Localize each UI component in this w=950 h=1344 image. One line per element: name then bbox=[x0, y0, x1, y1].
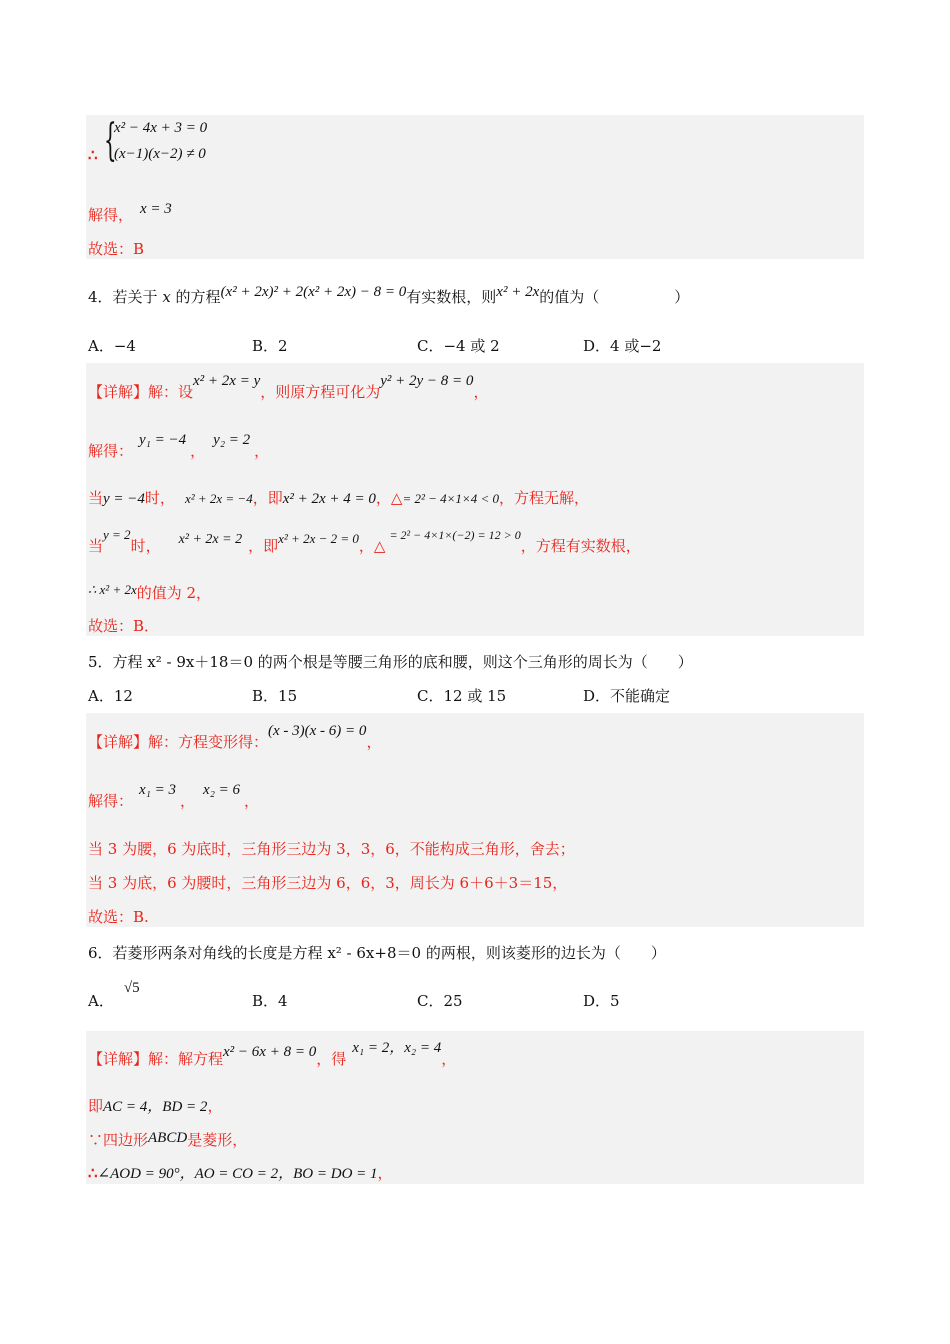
q5-detail-line-4: 当 3 为底，6 为腰时，三角形三边为 6，6，3，周长为 6＋6＋3＝15， bbox=[88, 874, 568, 892]
q6-comma: ， bbox=[207, 1097, 223, 1115]
q4-expr: x² + 2x bbox=[496, 284, 540, 300]
q4-case-1-y: y = −4 bbox=[103, 491, 145, 507]
q5-stem: 5．方程 x² - 9x＋18＝0 的两个根是等腰三角形的底和腰，则这个三角形的周长为（ ） bbox=[88, 653, 693, 671]
q5-solve-label: 解得： bbox=[88, 792, 134, 810]
q4-option-c: C．−4 或 2 bbox=[417, 337, 500, 355]
q4-equation: (x² + 2x)² + 2(x² + 2x) − 8 = 0 bbox=[220, 284, 407, 300]
q4-case-1-eq: x² + 2x = −4 bbox=[184, 491, 253, 506]
q4-transformed-equation: y² + 2y − 8 = 0 bbox=[380, 373, 474, 389]
q4-delta: ，△ bbox=[358, 537, 386, 555]
q4-tail: 的值为（ ） bbox=[539, 288, 690, 306]
q4-answer-choice: 故选：B． bbox=[88, 617, 160, 635]
q4-text: ，方程有实数根， bbox=[520, 537, 641, 555]
q5-option-a: A．12 bbox=[88, 687, 133, 705]
q5-option-b: B．15 bbox=[252, 687, 298, 705]
q6-option-d: D．5 bbox=[583, 992, 620, 1010]
q6-roots: x₁ = 2，x₂ = 4 bbox=[352, 1040, 442, 1056]
q5-root-1: x₁ = 3 bbox=[139, 782, 177, 798]
q6-text: 是菱形， bbox=[187, 1131, 248, 1149]
q4-root-2: y₂ = 2 bbox=[213, 432, 251, 448]
q5-detail-line-2 bbox=[88, 782, 260, 811]
q6-comma: ， bbox=[377, 1164, 393, 1182]
q6-option-a-sqrt: √5 bbox=[123, 980, 140, 996]
solve-label: 解得， bbox=[88, 206, 134, 224]
q4-delta: ，△ bbox=[375, 489, 403, 507]
q6-option-a bbox=[88, 980, 140, 1011]
q6-option-b: B．4 bbox=[252, 992, 288, 1010]
q4-when: 当 bbox=[88, 537, 104, 555]
q4-text: ，即 bbox=[252, 489, 283, 507]
q4-text: ，即 bbox=[248, 537, 279, 555]
q4-detail-line-3 bbox=[88, 487, 589, 508]
q4-option-a: A．−4 bbox=[88, 337, 136, 355]
q5-root-2: x₂ = 6 bbox=[203, 782, 241, 798]
q4-comma: ， bbox=[190, 442, 206, 460]
q5-option-c: C．12 或 15 bbox=[417, 687, 507, 705]
q4-case-1-discriminant: = 2² − 4×1×4 < 0 bbox=[402, 491, 499, 506]
q4-detail-line-2 bbox=[88, 432, 270, 461]
q6-equation: x² − 6x + 8 = 0 bbox=[223, 1044, 317, 1060]
q4-substitution: x² + 2x = y bbox=[193, 373, 261, 389]
q6-detail-line-3 bbox=[88, 1129, 247, 1150]
q6-detail-line-2 bbox=[88, 1095, 222, 1116]
q6-option-a-label: A． bbox=[88, 992, 114, 1010]
system-brace: { bbox=[104, 115, 117, 166]
detail-label: 【详解】解：方程变形得： bbox=[88, 733, 269, 751]
q4-case-1-eq2: x² + 2x + 4 = 0 bbox=[282, 491, 376, 507]
q5-detail-line-1 bbox=[88, 723, 382, 752]
q5-detail-line-3: 当 3 为腰，6 为底时，三角形三边为 3，3，6，不能构成三角形，舍去； bbox=[88, 840, 575, 858]
q4-comma: ， bbox=[254, 442, 270, 460]
q6-text: ∵四边形 bbox=[88, 1131, 149, 1149]
detail-label: 【详解】解：解方程 bbox=[88, 1050, 224, 1068]
q6-comma: ， bbox=[441, 1050, 457, 1068]
q6-detail-line-1 bbox=[88, 1040, 457, 1069]
q6-text: ，得 bbox=[316, 1050, 347, 1068]
q4-when: 当 bbox=[88, 489, 104, 507]
q6-quadrilateral: ABCD bbox=[148, 1130, 188, 1146]
system-equation-1: x² − 4x + 3 = 0 bbox=[114, 120, 208, 136]
q4-case-2-discriminant: = 2² − 4×1×(−2) = 12 > 0 bbox=[389, 528, 521, 542]
q6-diagonals: AC = 4，BD = 2 bbox=[103, 1099, 208, 1115]
q4-detail-line-5 bbox=[88, 582, 211, 603]
q4-prefix: 4．若关于 bbox=[88, 288, 163, 306]
q4-detail-line-4 bbox=[88, 527, 641, 556]
q4-solve-label: 解得： bbox=[88, 442, 134, 460]
q5-answer-choice: 故选：B. bbox=[88, 908, 149, 926]
q4-detail-comma: ， bbox=[473, 383, 489, 401]
q4-case-2-y: y = 2 bbox=[103, 527, 131, 542]
q4-stem bbox=[88, 286, 689, 307]
q5-comma: ， bbox=[366, 733, 382, 751]
q4-var: x bbox=[162, 288, 171, 306]
q6-detail-line-4 bbox=[88, 1162, 393, 1183]
q4-case-2-eq: x² + 2x = 2 bbox=[178, 532, 243, 547]
q4-suffix: 有实数根，则 bbox=[406, 288, 497, 306]
q6-text: 即 bbox=[88, 1097, 104, 1115]
q5-comma: ， bbox=[180, 792, 196, 810]
q4-case-2-eq2: x² + 2x − 2 = 0 bbox=[278, 531, 359, 546]
q4-detail-line-1 bbox=[88, 373, 489, 402]
q4-option-d: D．4 或−2 bbox=[583, 337, 662, 355]
q4-text: 的值为 2， bbox=[136, 584, 212, 602]
q4-therefore-expr: ∴ x² + 2x bbox=[88, 582, 137, 597]
q4-mid: 的方程 bbox=[170, 288, 221, 306]
q4-detail-text: ，则原方程可化为 bbox=[260, 383, 381, 401]
system-equation-2: (x−1)(x−2) ≠ 0 bbox=[114, 146, 206, 162]
q5-factored-equation: (x - 3)(x - 6) = 0 bbox=[268, 723, 367, 739]
q4-text: 时， bbox=[144, 489, 175, 507]
q4-text: ，方程无解， bbox=[498, 489, 589, 507]
q6-conclusion: ∠AOD = 90°，AO = CO = 2，BO = DO = 1 bbox=[97, 1166, 378, 1182]
q5-option-d: D．不能确定 bbox=[583, 687, 671, 705]
q6-option-c: C．25 bbox=[417, 992, 463, 1010]
answer-choice: 故选：B bbox=[88, 240, 145, 258]
q4-text: 时， bbox=[130, 537, 161, 555]
q6-stem: 6．若菱形两条对角线的长度是方程 x² - 6x+8＝0 的两根，则该菱形的边长为（ ） bbox=[88, 944, 666, 962]
q5-comma: ， bbox=[244, 792, 260, 810]
detail-label: 【详解】解：设 bbox=[88, 383, 194, 401]
therefore-symbol: ∴ bbox=[88, 146, 98, 164]
q6-therefore: ∴ bbox=[88, 1164, 98, 1182]
q4-option-b: B．2 bbox=[252, 337, 288, 355]
solve-value: x = 3 bbox=[140, 201, 172, 217]
q4-root-1: y₁ = −4 bbox=[139, 432, 187, 448]
